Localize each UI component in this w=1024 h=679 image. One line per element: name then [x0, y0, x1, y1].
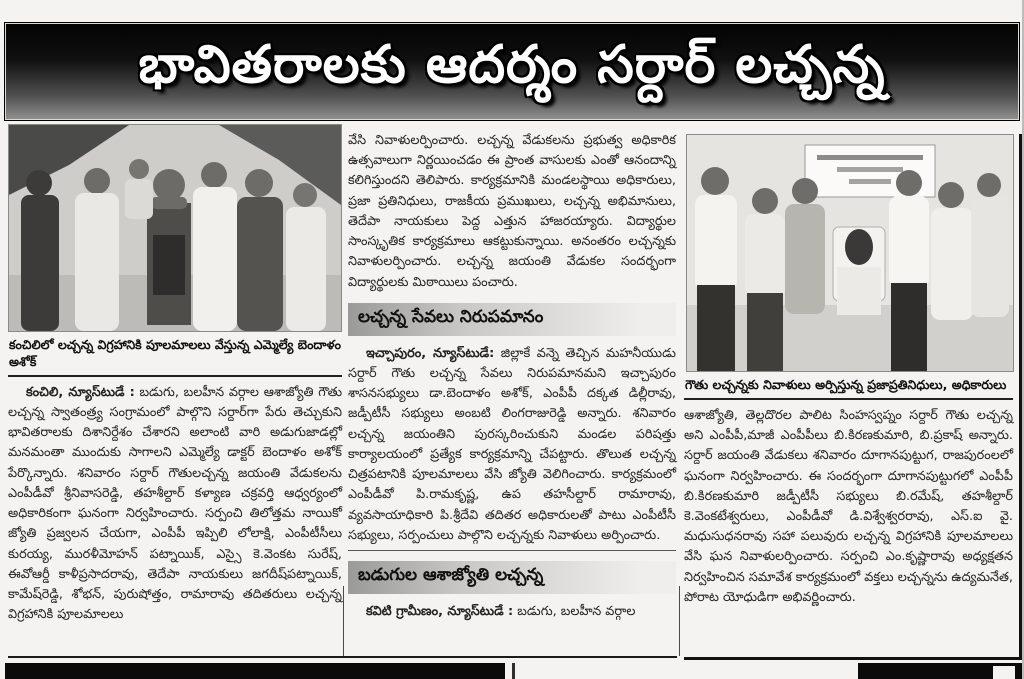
caption-divider: [8, 375, 342, 377]
statue-garlanding-photo-illustration: [9, 125, 341, 331]
columns-bottom-rule: [8, 656, 677, 658]
cropped-headline-bar-right: [858, 663, 1022, 679]
center-intro-body: వేసి నివాళులర్పించారు. లచ్చన్న వేడుకలను ప్రభుత్వ అధికారిక ఉత్సవాలుగా నిర్ణయించడం ఈ ప్రాంత వాసులకు ఎంతో ఆనందాన్ని కలిగిస్తుందని తెలిపారు. కార్యక్రమానికి మండలస్థాయి అధికారులు, ప్రజా ప్రతినిధులు, రాజకీయ ప్రముఖులు, లచ్చన్న అభిమానులు, తెదేపా నాయకులు పెద్ద ఎత్తున హాజరయ్యారు. విద్యార్థుల సాంస్కృతిక కార్యక్రమాలు ఆకట్టుకున్నాయి. అనంతరం లచ్చన్నకు నివాళులర్పించారు. లచ్చన్న జయంతి వేడుకల సందర్భంగా విద్యార్థులకు మిఠాయిలు పంచారు.: [348, 133, 676, 290]
column-divider-right: [679, 586, 680, 656]
center-body-text: జిల్లాకే వన్నె తెచ్చిన మహనీయుడు సర్దార్ గౌతు లచ్చన్న సేవలు నిరుపమానమని ఇచ్చాపురం శాసనసభ్యులు డా.బెందాళం అశోక్, ఎంపీపీ దక్కత డిల్లీరావు, జడ్పీటీసీ సభ్యులు అంబటి లింగరాజురెడ్డి అన్నారు. శనివారం లచ్చన్న జయంతిని పురస్కరించుకుని మండల పరిషత్తు కార్యాలయంలో ప్రత్యేక కార్యక్రమాన్ని చేపట్టారు. తొలుత లచ్చన్న చిత్రపటానికి పూలమాలలు వేసి జ్యోతి వెలిగించారు. కార్యక్రమంలో ఎంపీడీవో పి.రామకృష్ణ, ఉప తహసీల్దార్ రామారావు, వ్యవసాయాధికారి పి.శ్రీదేవి తదితర అధికారులతో పాటు ఎంపీటీసీ సభ్యులు, సర్పంచులు పాల్గొని లచ్చన్నకు నివాళులు అర్పించారు.: [348, 345, 676, 543]
caption-divider-right: [684, 398, 1013, 400]
column-divider-left: [343, 586, 344, 656]
right-photo-caption: గౌతు లచ్చన్నకు నివాళులు అర్పిస్తున్న ప్రజాప్రతినిధులు, అధికారులు: [685, 377, 1007, 392]
center-dateline-1: ఇచ్చాపురం, న్యూస్‌టుడే:: [366, 345, 495, 361]
cropped-divider-tick: [512, 663, 515, 679]
main-headline: భావితరాలకు ఆదర్శం సర్దార్ లచ్చన్న: [138, 35, 886, 95]
cropped-headline-notch: [993, 666, 1015, 679]
left-article-body: [8, 383, 342, 626]
subhead-lachchanna-services: లచ్చన్న సేవలు నిరుపమానం: [348, 303, 676, 336]
left-news-photo: [8, 124, 342, 332]
center-dateline-2: కవిటి గ్రామీణం, న్యూస్‌టుడే :: [366, 603, 514, 619]
right-column-box: [684, 134, 1022, 660]
center-column: [348, 131, 676, 622]
tribute-gathering-photo-illustration: [687, 135, 1013, 371]
center-bottom-text: బడుగు, బలహీన వర్గాల: [517, 603, 636, 619]
left-body-text: బడుగు, బలహీన వర్గాల ఆశాజ్యోతి గౌతు లచ్చన్న స్వాతంత్ర్య సంగ్రామంలో పాల్గొని సర్దార్‌గా పేరు తెచ్చుకుని భావితరాలకు దిశానిర్దేశం చేశారని అలాంటి వారి అడుగుజాడల్లో మనమంతా ముందుకు సాగాలని ఎమ్మెల్యే డాక్టర్ బెందాళం అశోక్ పేర్కొన్నారు. శనివారం సర్దార్ గౌతులచ్చన్న జయంతి వేడుకలను ఎంపీడీవో శ్రీనివాసరెడ్డి, తహశీల్దార్ కళ్యాణ చక్రవర్తి ఆధ్వర్యంలో అధికారికంగా ఘనంగా నిర్వహించారు. సర్పంచి తిలోత్తమ నాయికో జ్యోతి ప్రజ్వలన చేయగా, ఎంపీపీ ఇప్పిలి లోలాక్షి, ఎంపీటీసీలు కురయ్య, మురళీమోహన్ పట్నాయిక్, ఎస్సై కె.వెంకట సురేష్, ఈవోఆర్డీ కాళీప్రసాదరావు, తెదేపా నాయకులు జగదీష్‌పట్నాయిక్, కామేష్‌రెడ్డి, శోభన్, పురుషోత్తం, రామారావు తదితరులు లచ్చన్న విగ్రహానికి పూలమాలలు: [8, 384, 342, 623]
right-article-body: ఆశాజ్యోతి, తెల్లదొరల పాలిట సింహస్వప్నం సర్దార్ గౌతు లచ్చన్న అని ఎంపీపీ,మాజీ ఎంపీపీలు బి.కిరణకుమారి, బి.ప్రకాష్ అన్నారు. సర్దార్ జయంతి వేడుకలు శనివారం దూగానపుట్టుగ, రాజపురంలలో ఘనంగా నిర్వహించారు. ఈ సందర్భంగా దూగానపుట్టుగలో ఎంపీపీ బి.కిరణకుమారి జడ్పీటీసీ సభ్యులు బి.రమేష్, తహశీల్దార్ కె.వెంకటేశ్వరులు, ఎంపీడీవో డి.విశ్వేశ్వరరావు, ఎస్.ఐ వై. మధుసుధనరావు సహా పలువురు లచ్చన్న విగ్రహానికి పూలమాలలు వేసి ఘన నివాళులర్పించారు. సర్పంచి ఎం.కృష్ణారావు అధ్యక్షతన నిర్వహించిన సమావేశ కార్యక్రమంలో వక్తలు లచ్చన్నను ఉద్యమనేత, పోరాట యోధుడిగా అభివర్ణించారు.: [684, 407, 1013, 605]
left-column: [8, 124, 342, 625]
headline-banner: [4, 22, 1020, 121]
right-news-photo: [686, 134, 1014, 372]
subhead-hope-of-downtrodden: బడుగుల ఆశాజ్యోతి లచ్చన్న: [348, 561, 676, 594]
center-bottom-body: [348, 602, 676, 622]
center-article-body: [348, 344, 676, 546]
left-photo-caption: కంచిలిలో లచ్చన్న విగ్రహానికి పూలమాలలు వేస్తున్న ఎమ్మెల్యే బెందాళం అశోక్: [9, 337, 341, 369]
cropped-headline-bar-left: [5, 663, 505, 679]
section-divider: [348, 550, 676, 551]
left-dateline: కంచిలి, న్యూస్‌టుడే :: [26, 384, 135, 400]
